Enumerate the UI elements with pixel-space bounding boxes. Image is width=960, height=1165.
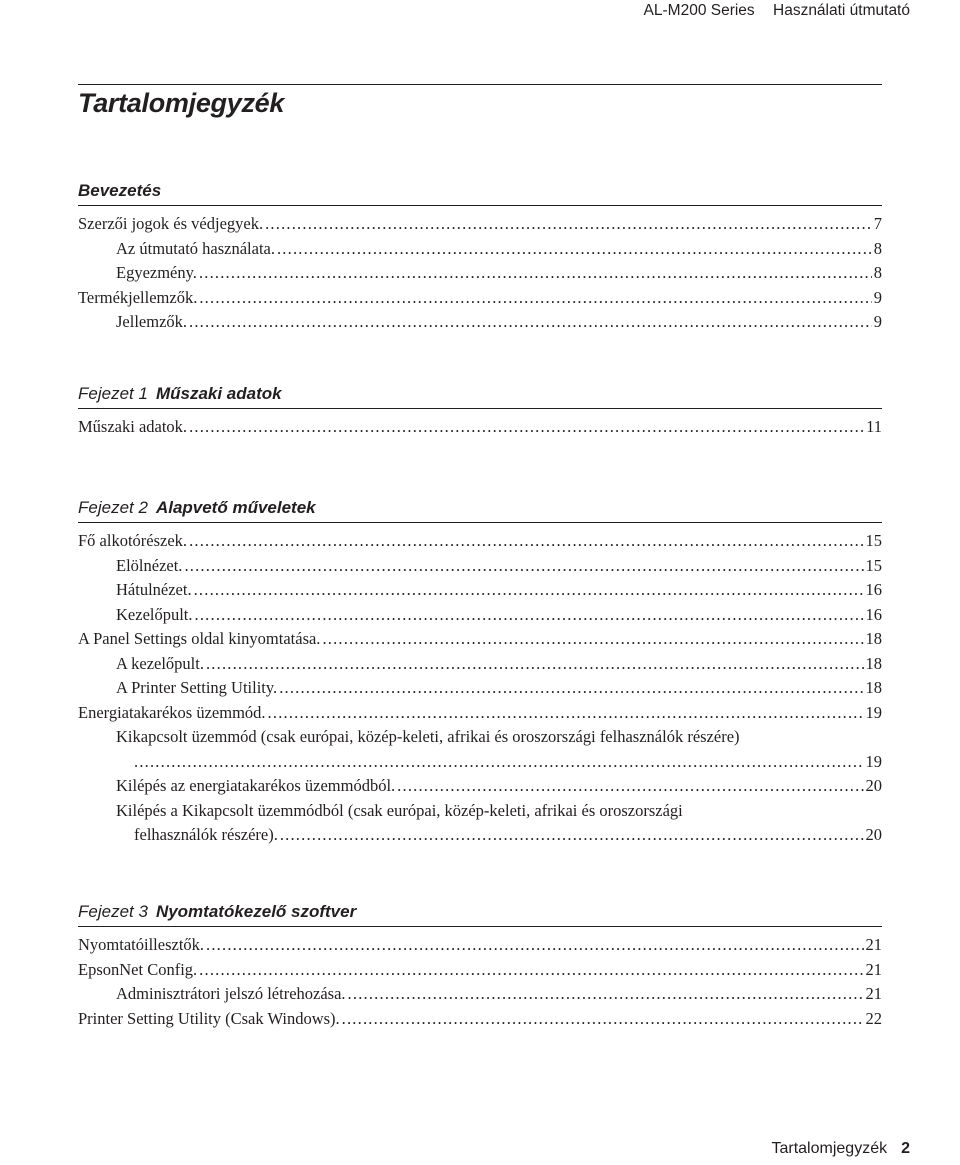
- chapter-number: Fejezet 3: [78, 902, 148, 921]
- running-header: [630, 0, 910, 24]
- page-number: 2: [901, 1140, 910, 1157]
- toc-entry[interactable]: Termékjellemzők. ..... 9: [78, 286, 882, 311]
- running-footer: [771, 1140, 910, 1158]
- section-heading: [78, 497, 882, 523]
- section-name: Bevezetés: [78, 181, 162, 200]
- toc-entry[interactable]: Energiatakarékos üzemmód. ..... 19: [78, 701, 882, 726]
- page-title: Tartalomjegyzék: [78, 88, 285, 118]
- toc-section-intro: [78, 180, 882, 335]
- section-heading: [78, 180, 882, 206]
- toc-section-chapter-3: [78, 901, 882, 1031]
- toc-entry[interactable]: ..... 19: [78, 750, 882, 775]
- toc-section-chapter-2: [78, 497, 882, 848]
- toc-entry[interactable]: Nyomtatóillesztők. ..... 21: [78, 933, 882, 958]
- header-product: AL-M200 Series: [643, 2, 755, 19]
- toc-entry[interactable]: A Panel Settings oldal kinyomtatása. ..... 18: [78, 627, 882, 652]
- toc-entry[interactable]: Jellemzők. ..... 9: [78, 310, 882, 335]
- section-name: Műszaki adatok: [155, 384, 282, 403]
- toc-entry[interactable]: Szerzői jogok és védjegyek. ..... 7: [78, 212, 882, 237]
- toc-entry[interactable]: A Printer Setting Utility. ..... 18: [78, 676, 882, 701]
- section-heading: [78, 901, 882, 927]
- toc-entry-text-line[interactable]: Kilépés a Kikapcsolt üzemmódból (csak európai, közép-keleti, afrikai és oroszországi: [116, 800, 683, 820]
- section-name: Nyomtatókezelő szoftver: [155, 902, 357, 921]
- toc-entry[interactable]: Elölnézet. ..... 15: [78, 554, 882, 579]
- section-name: Alapvető műveletek: [155, 498, 316, 517]
- toc-entry[interactable]: EpsonNet Config. ..... 21: [78, 958, 882, 983]
- chapter-number: Fejezet 2: [78, 498, 148, 517]
- toc-entry[interactable]: felhasználók részére). ..... 20: [78, 823, 882, 848]
- chapter-number: Fejezet 1: [78, 384, 148, 403]
- toc-entry-text-line[interactable]: Kikapcsolt üzemmód (csak európai, közép-keleti, afrikai és oroszországi felhasználók részére): [116, 727, 740, 746]
- toc-entry[interactable]: Műszaki adatok. ..... 11: [78, 415, 882, 440]
- toc-entry[interactable]: Hátulnézet. ..... 16: [78, 578, 882, 603]
- toc-entry[interactable]: Fő alkotórészek. ..... 15: [78, 529, 882, 554]
- toc-entry[interactable]: Adminisztrátori jelszó létrehozása. ..... 21: [78, 982, 882, 1007]
- footer-label: Tartalomjegyzék: [771, 1140, 888, 1157]
- toc-entry[interactable]: Egyezmény. ..... 8: [78, 261, 882, 286]
- toc-entry[interactable]: Kezelőpult. ..... 16: [78, 603, 882, 628]
- toc-entry[interactable]: A kezelőpult. ..... 18: [78, 652, 882, 677]
- header-doc-title: Használati útmutató: [773, 2, 910, 19]
- toc-entry[interactable]: Az útmutató használata. ..... 8: [78, 237, 882, 262]
- toc-section-chapter-1: [78, 383, 882, 440]
- section-heading: [78, 383, 882, 409]
- toc-entry[interactable]: Printer Setting Utility (Csak Windows). ..... 22: [78, 1007, 882, 1032]
- header-rule: [78, 84, 882, 85]
- toc-entry[interactable]: Kilépés az energiatakarékos üzemmódból. ..... 20: [78, 774, 882, 799]
